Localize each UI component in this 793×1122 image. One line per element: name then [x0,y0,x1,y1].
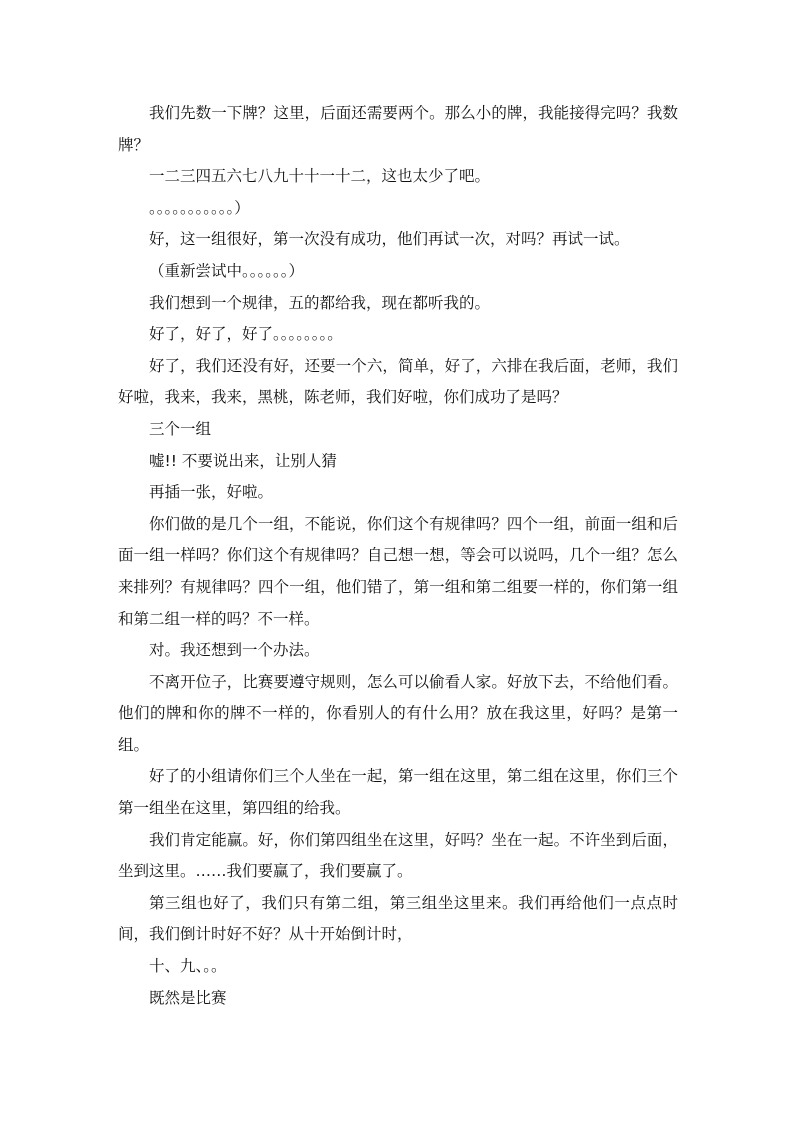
paragraph-5: （重新尝试中。。。。。。） [149,261,305,280]
paragraph-13: 对。我还想到一个办法。 [149,641,320,660]
paragraph-15: 好了的小组请你们三个人坐在一起，第一组在这里，第二组在这里，你们三个第一组坐在这里，第四组的给我。 [118,767,678,818]
paragraph-1: 我们先数一下牌？这里，后面还需要两个。那么小的牌，我能接得完吗？我数牌？ [118,104,678,154]
paragraph-19: 既然是比赛 [149,988,227,1007]
paragraph-16: 我们肯定能赢。好，你们第四组坐在这里，好吗？坐在一起。不许坐到后面，坐到这里。……我们要赢了，我们要赢了。 [118,830,678,881]
paragraph-14: 不离开位子，比赛要遵守规则，怎么可以偷看人家。好放下去，不给他们看。他们的牌和你的牌不一样的，你看别人的有什么用？放在我这里，好吗？是第一组。 [118,672,678,754]
paragraph-3: 。。。。。。。。。。。） [149,198,250,217]
paragraph-8: 好了，我们还没有好，还要一个六，简单，好了，六排在我后面，老师，我们好啦，我来，我来，黑桃，陈老师，我们好啦，你们成功了是吗？ [118,356,678,407]
paragraph-18: 十、九、。。 [149,957,227,976]
paragraph-6: 我们想到一个规律，五的都给我，现在都听我的。 [149,293,491,312]
paragraph-17: 第三组也好了，我们只有第二组，第三组坐这里来。我们再给他们一点点时间，我们倒计时好不好？从十开始倒计时， [118,893,678,944]
paragraph-11: 再插一张，好啦。 [149,483,274,502]
paragraph-9: 三个一组 [149,419,212,438]
paragraph-12: 你们做的是几个一组，不能说，你们这个有规律吗？四个一组，前面一组和后面一组一样吗？你们这个有规律吗？自己想一想，等会可以说吗，几个一组？怎么来排列？有规律吗？四个一组，他们错了，第一组和第二组要一样的，你们第一组和第二组一样的吗？不一样。 [118,514,678,628]
paragraph-7: 好了，好了，好了。。。。。。。。 [149,325,343,344]
paragraph-4: 好，这一组很好，第一次没有成功，他们再试一次，对吗？再试一试。 [149,230,630,249]
paragraph-2: 一二三四五六七八九十十一十二，这也太少了吧。 [149,167,491,186]
paragraph-10: 嘘!! 不要说出来，让别人猜 [149,451,337,470]
document-body [118,98,678,1014]
